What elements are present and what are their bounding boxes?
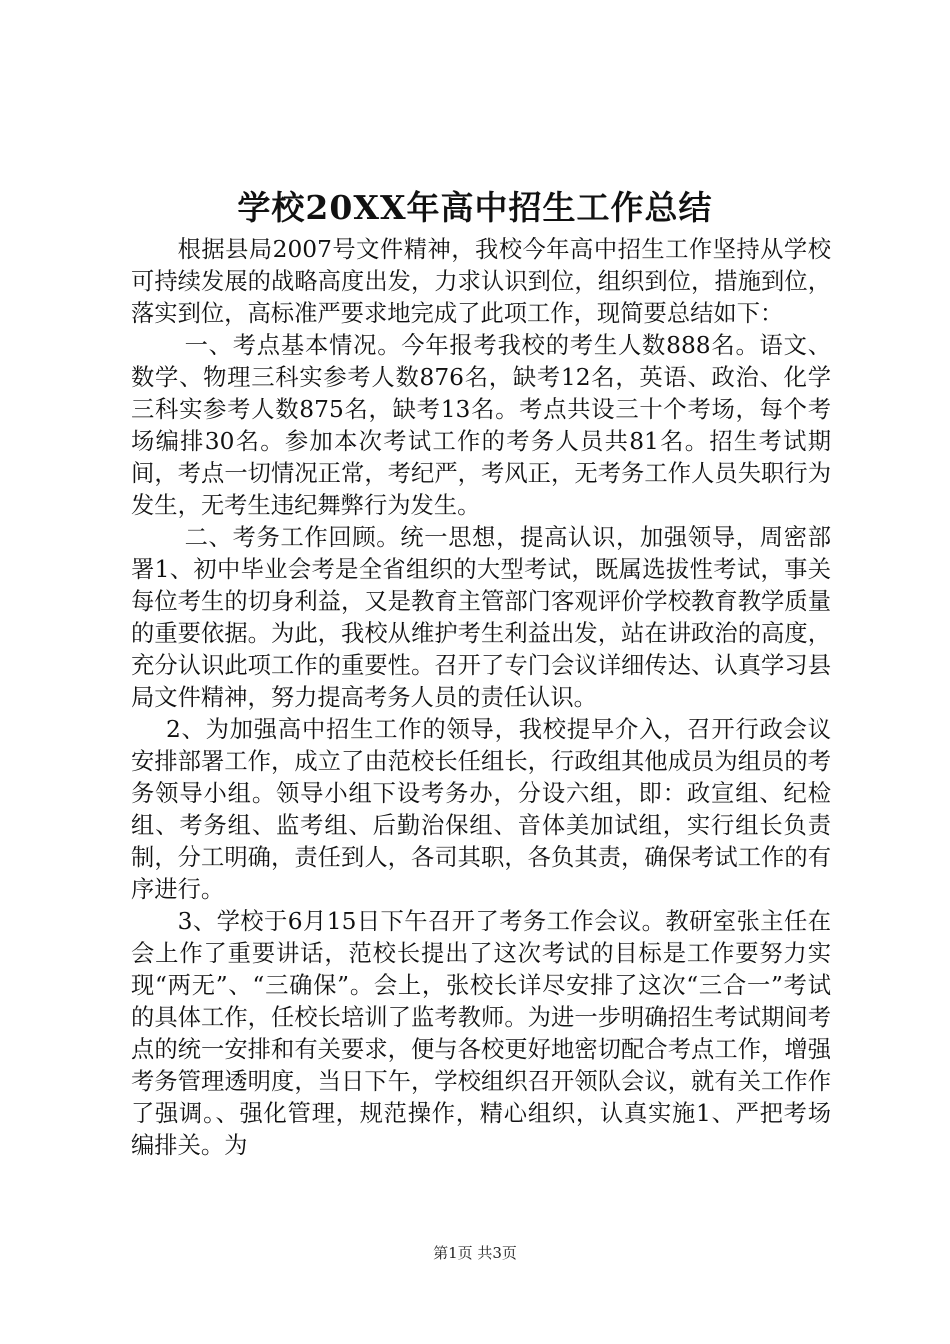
document-body	[131, 234, 831, 1162]
paragraph-exam-site-overview: 一、考点基本情况。今年报考我校的考生人数888名。语文、数学、物理三科实参考人数876名，缺考12名，英语、政治、化学三科实参考人数875名，缺考13名。考点共设三十个考场，每个考场编排30名。参加本次考试工作的考务人员共81名。招生考试期间，考点一切情况正常，考纪严，考风正，无考务工作人员失职行为发生，无考生违纪舞弊行为发生。	[131, 332, 831, 519]
paragraph-leadership: 2、为加强高中招生工作的领导，我校提早介入，召开行政会议安排部署工作，成立了由范校长任组长，行政组其他成员为组员的考务领导小组。领导小组下设考务办，分设六组，即：政宣组、纪检组、考务组、监考组、后勤治保组、音体美加试组，实行组长负责制，分工明确，责任到人，各司其职，各负其责，确保考试工作的有序进行。	[131, 716, 831, 903]
paragraph-exam-work-review: 二、考务工作回顾。统一思想，提高认识，加强领导，周密部署1、初中毕业会考是全省组织的大型考试，既属选拔性考试，事关每位考生的切身利益，又是教育主管部门客观评价学校教育教学质量的重要依据。为此，我校从维护考生利益出发，站在讲政治的高度，充分认识此项工作的重要性。召开了专门会议详细传达、认真学习县局文件精神，努力提高考务人员的责任认识。	[131, 524, 831, 711]
page-number-footer: 第1页 共3页	[433, 1244, 517, 1262]
document-title: 学校20XX年高中招生工作总结	[237, 188, 713, 227]
paragraph-exam-meeting: 3、学校于6月15日下午召开了考务工作会议。教研室张主任在会上作了重要讲话，范校长提出了这次考试的目标是工作要努力实现“两无”、“三确保”。会上，张校长详尽安排了这次“三合一”考试的具体工作，任校长培训了监考教师。为进一步明确招生考试期间考点的统一安排和有关要求，便与各校更好地密切配合考点工作，增强考务管理透明度，当日下午，学校组织召开领队会议，就有关工作作了强调。、强化管理，规范操作，精心组织，认真实施1、严把考场编排关。为	[131, 908, 831, 1159]
paragraph-intro: 根据县局2007号文件精神，我校今年高中招生工作坚持从学校可持续发展的战略高度出发，力求认识到位，组织到位，措施到位，落实到位，高标准严要求地完成了此项工作，现简要总结如下：	[131, 236, 831, 327]
